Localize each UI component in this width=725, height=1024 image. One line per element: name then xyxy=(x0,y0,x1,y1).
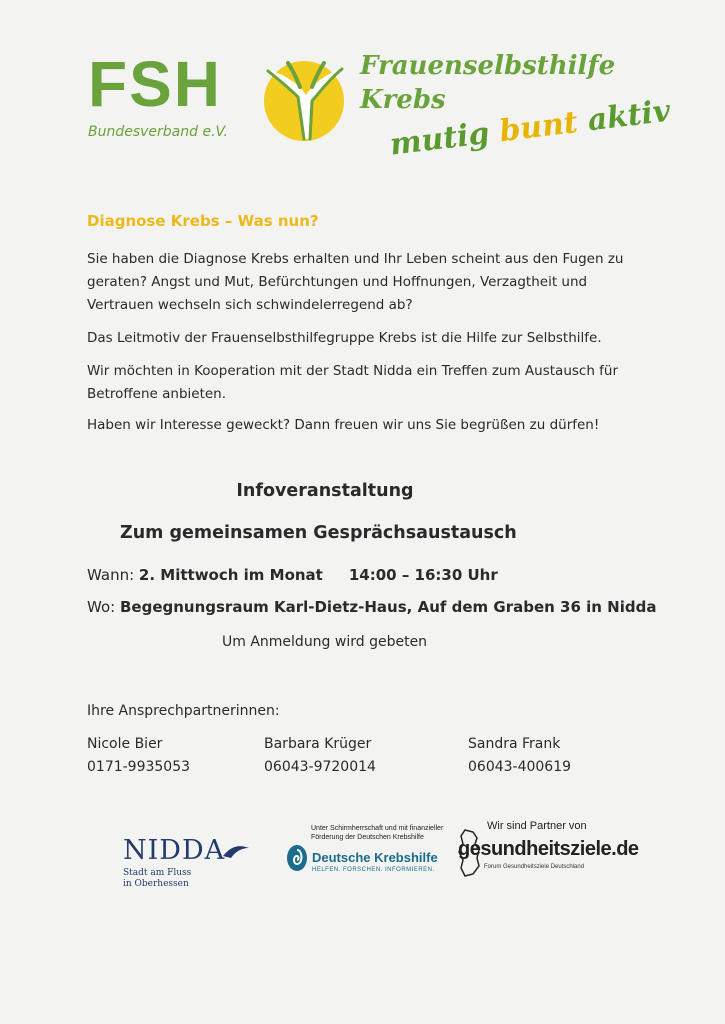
event-when xyxy=(87,566,498,584)
contacts-label: Ihre Ansprechpartnerinnen: xyxy=(87,703,280,719)
gz-partner-text: Wir sind Partner von xyxy=(487,820,587,832)
krebshilfe-top-line2: Förderung der Deutschen Krebshilfe xyxy=(311,834,424,841)
slogan-word-mutig: mutig xyxy=(388,115,492,163)
contact-name: Nicole Bier xyxy=(87,736,163,752)
when-label: Wann: xyxy=(87,566,135,584)
slogan-word-bunt: bunt xyxy=(497,105,580,150)
contact-card xyxy=(468,733,571,779)
nidda-logo-name: NIDDA xyxy=(123,835,226,866)
contact-phone: 06043-400619 xyxy=(468,759,572,775)
fsh-logo-letters: FSH xyxy=(88,48,222,120)
nidda-logo-subtitle xyxy=(123,868,191,890)
sun-hands-logo-icon xyxy=(262,57,346,141)
contact-phone: 06043-9720014 xyxy=(264,759,376,775)
gz-subtitle: Forum Gesundheitsziele Deutschland xyxy=(484,864,585,870)
brand-name-line1: Frauenselbsthilfe xyxy=(360,51,616,81)
contact-name: Sandra Frank xyxy=(468,736,561,752)
contact-name: Barbara Krüger xyxy=(264,736,372,752)
contact-card xyxy=(87,733,190,779)
contact-phone: 0171-9935053 xyxy=(87,759,191,775)
page-heading: Diagnose Krebs – Was nun? xyxy=(87,212,319,230)
paragraph-kooperation: Wir möchten in Kooperation mit der Stadt Nidda ein Treffen zum Austausch für Betroffene anbieten. xyxy=(87,363,619,402)
where-label: Wo: xyxy=(87,598,116,616)
paragraph-intro: Sie haben die Diagnose Krebs erhalten und Ihr Leben scheint aus den Fugen zu geraten? Angst und Mut, Befürchtungen und Hoffnungen, Verzagtheit und Vertrauen wechseln sich schwindelerregend ab? xyxy=(87,251,624,313)
event-subtitle: Zum gemeinsamen Gesprächsaustausch xyxy=(120,523,517,543)
event-time: 14:00 – 16:30 Uhr xyxy=(348,566,498,584)
event-title: Infoveranstaltung xyxy=(236,481,414,501)
krebshilfe-tagline: HELFEN. FORSCHEN. INFORMIEREN. xyxy=(312,867,435,873)
event-where xyxy=(87,598,656,616)
brand-name-line2: Krebs xyxy=(360,85,446,115)
slogan-word-aktiv: aktiv xyxy=(585,93,673,139)
registration-note: Um Anmeldung wird gebeten xyxy=(222,634,428,650)
nidda-sub-line1: Stadt am Fluss xyxy=(123,868,192,878)
krebshilfe-patronage-text xyxy=(311,824,443,842)
paragraph-interesse: Haben wir Interesse geweckt? Dann freuen wir uns Sie begrüßen zu dürfen! xyxy=(87,417,600,433)
contact-card xyxy=(264,733,376,779)
paragraph-leitmotiv: Das Leitmotiv der Frauenselbsthilfegruppe Krebs ist die Hilfe zur Selbsthilfe. xyxy=(87,330,602,346)
krebshilfe-top-line1: Unter Schirmherrschaft und mit finanzieller xyxy=(311,825,444,832)
gz-name: gesundheitsziele.de xyxy=(458,838,639,860)
fsh-logo-subtitle: Bundesverband e.V. xyxy=(88,124,228,140)
nidda-wave-icon xyxy=(221,842,251,862)
krebshilfe-spiral-icon xyxy=(286,844,308,872)
nidda-sub-line2: in Oberhessen xyxy=(123,879,189,889)
when-value: 2. Mittwoch im Monat xyxy=(138,566,323,584)
where-value: Begegnungsraum Karl-Dietz-Haus, Auf dem Graben 36 in Nidda xyxy=(119,598,657,616)
krebshilfe-name: Deutsche Krebshilfe xyxy=(312,850,438,865)
